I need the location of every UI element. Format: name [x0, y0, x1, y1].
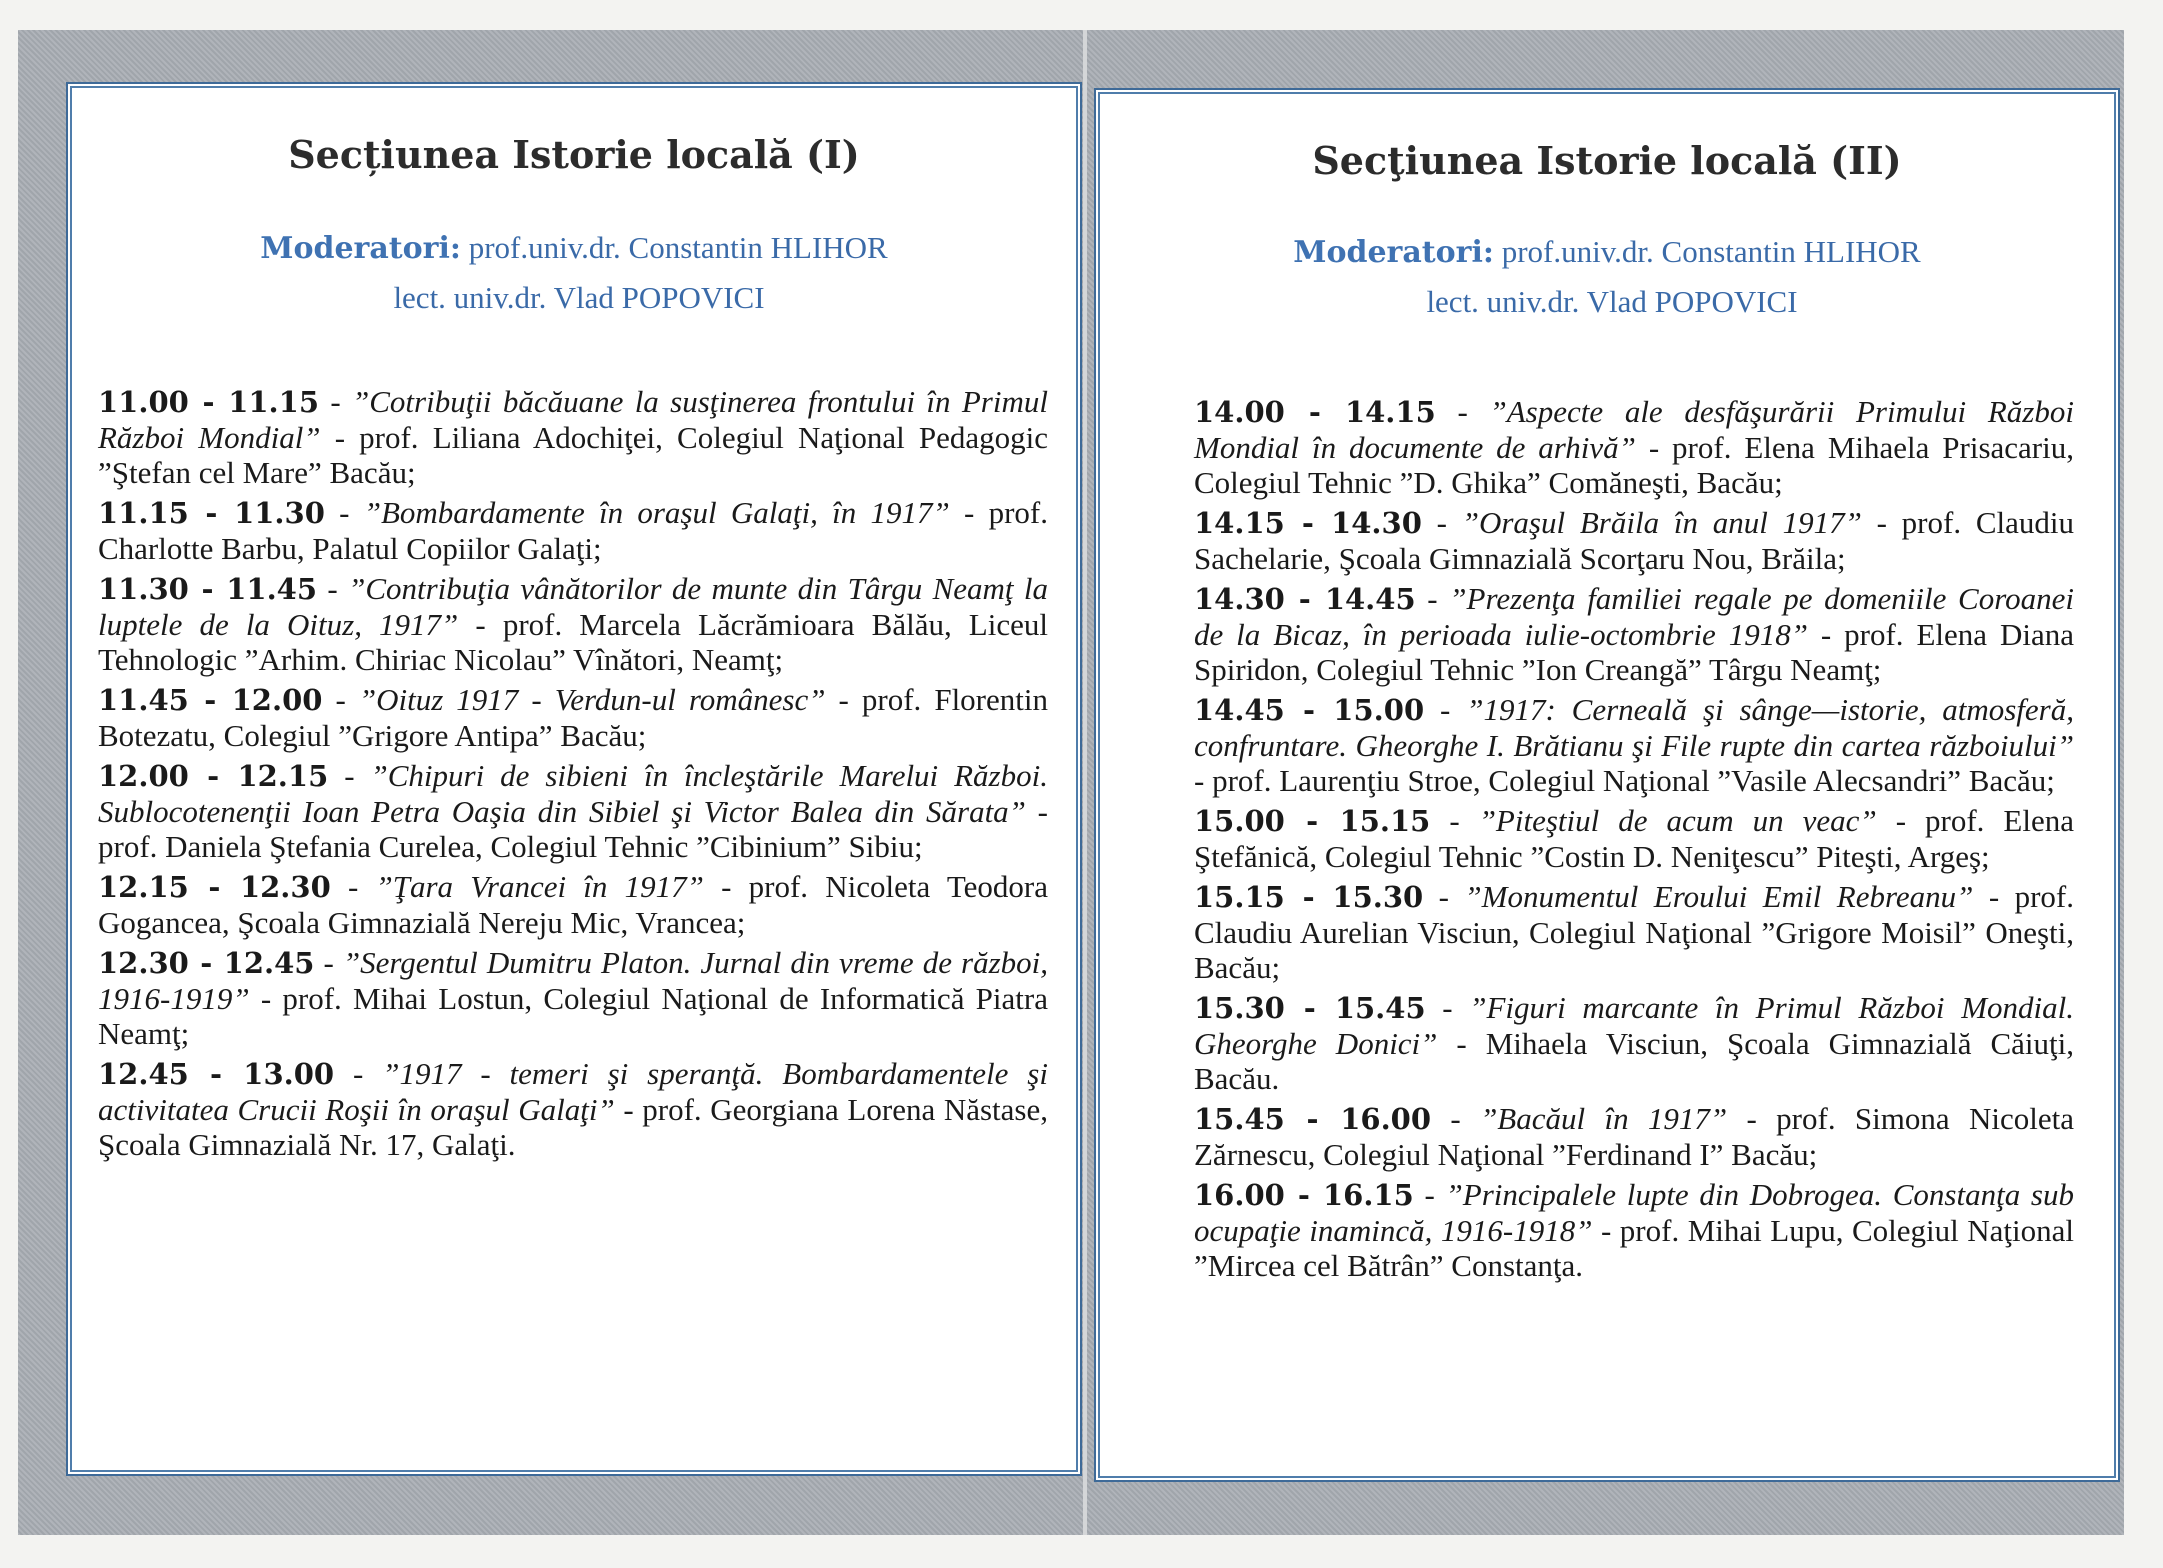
entry-speaker: - prof. Elena Diana Spiridon, Colegiul Tehnic ”Ion Creangă” Târgu Neamţ; [1194, 617, 2074, 687]
entry-title: ”Cotribuţii băcăuane la susţinerea frontului în Primul Război Mondial” [98, 384, 1048, 455]
entry-title: ”Monumentul Eroului Emil Rebreanu” [1464, 879, 1974, 914]
entry-speaker: - prof. Elena Ştefănică, Colegiul Tehnic ”Costin D. Neniţescu” Piteşti, Argeş; [1194, 803, 2074, 874]
entry-separator: - [334, 1056, 383, 1091]
right-schedule-entry [1194, 581, 2074, 687]
entry-time: 14.45 - 15.00 [1194, 693, 1425, 727]
entry-title: ”Contribuţia vânătorilor de munte din Târgu Neamţ la luptele de la Oituz, 1917” [98, 571, 1048, 642]
entry-title: ”Sergentul Dumitru Platon. Jurnal din vreme de război, 1916-1919” [98, 945, 1048, 1016]
entry-speaker: - prof. Charlotte Barbu, Palatul Copiilor Galaţi; [98, 495, 1048, 566]
entry-title: ”Prezenţa familiei regale pe domeniile Coroanei de la Bicaz, în perioada iulie-octombrie 1918” [1194, 581, 2074, 652]
right-schedule-list [1194, 394, 2074, 1288]
right-schedule-entry [1194, 505, 2074, 576]
left-schedule-entry [98, 869, 1048, 940]
entry-speaker: - prof. Florentin Botezatu, Colegiul ”Grigore Antipa” Bacău; [98, 682, 1048, 753]
right-schedule-entry [1194, 692, 2074, 798]
left-schedule-entry [98, 758, 1048, 864]
entry-time: 14.00 - 14.15 [1194, 395, 1436, 429]
entry-separator: - [324, 495, 364, 530]
left-moderators-line [72, 230, 1076, 266]
entry-separator: - [1425, 990, 1470, 1025]
entry-separator: - [1415, 581, 1450, 616]
entry-separator: - [328, 758, 371, 793]
entry-separator: - [1421, 505, 1462, 540]
entry-title: ”Principalele lupte din Dobrogea. Constanţa sub ocupaţie inamincă, 1916-1918” [1194, 1177, 2074, 1248]
entry-separator: - [330, 869, 376, 904]
right-moderator-2: lect. univ.dr. Vlad POPOVICI [1426, 284, 1798, 319]
entry-time: 15.15 - 15.30 [1194, 880, 1424, 914]
entry-time: 15.00 - 15.15 [1194, 804, 1431, 838]
entry-title: ”Oraşul Brăila în anul 1917” [1461, 505, 1862, 540]
entry-time: 11.30 - 11.45 [98, 572, 318, 606]
entry-title: ”Oituz 1917 - Verdun-ul românesc” [358, 682, 826, 717]
entry-time: 12.45 - 13.00 [98, 1057, 335, 1091]
entry-title: ”Bacăul în 1917” [1480, 1101, 1728, 1136]
entry-time: 11.15 - 11.30 [98, 496, 325, 530]
entry-speaker: - prof. Nicoleta Teodora Gogancea, Şcoala Gimnazială Nereju Mic, Vrancea; [98, 869, 1048, 940]
entry-speaker: - prof. Liliana Adochiţei, Colegiul Naţional Pedagogic ”Ştefan cel Mare” Bacău; [98, 420, 1048, 490]
entry-separator: - [1423, 879, 1465, 914]
entry-title: ”1917 - temeri şi speranţă. Bombardamentele şi activitatea Crucii Roşii în oraşul Galaţi” [98, 1056, 1048, 1127]
entry-speaker: - Mihaela Visciun, Şcoala Gimnazială Căiuţi, Bacău. [1194, 1026, 2075, 1096]
right-moderator-1: prof.univ.dr. Constantin HLIHOR [1501, 234, 1921, 269]
left-moderator-2: lect. univ.dr. Vlad POPOVICI [393, 280, 765, 315]
entry-title: ”Ţara Vrancei în 1917” [375, 869, 704, 904]
left-schedule-entry [98, 495, 1048, 566]
left-schedule-entry [98, 571, 1048, 677]
right-schedule-entry [1194, 1101, 2074, 1172]
entry-title: ”Aspecte ale desfăşurării Primului Război Mondial în documente de arhivă” [1194, 394, 2074, 465]
left-schedule-list [98, 384, 1048, 1167]
entry-separator: - [1424, 692, 1467, 727]
entry-speaker: - prof. Simona Nicoleta Zărnescu, Colegiul Naţional ”Ferdinand I” Bacău; [1194, 1101, 2074, 1172]
entry-time: 12.15 - 12.30 [98, 870, 331, 904]
entry-time: 14.30 - 14.45 [1194, 582, 1416, 616]
entry-speaker: - prof. Mihai Lostun, Colegiul Naţional de Informatică Piatra Neamţ; [98, 981, 1048, 1051]
entry-speaker: - prof. Mihai Lupu, Colegiul Naţional ”Mircea cel Bătrân” Constanţa. [1194, 1213, 2074, 1283]
right-schedule-entry [1194, 990, 2074, 1096]
entry-speaker: - prof. Elena Mihaela Prisacariu, Colegiul Tehnic ”D. Ghika” Comăneşti, Bacău; [1194, 430, 2074, 500]
right-schedule-entry [1194, 1177, 2074, 1283]
entry-separator: - [314, 945, 343, 980]
entry-speaker: - prof. Laurenţiu Stroe, Colegiul Naţional ”Vasile Alecsandri” Bacău; [1194, 763, 2055, 798]
left-section-title: Secțiunea Istorie locală (I) [288, 132, 860, 177]
right-section-title: Secţiunea Istorie locală (II) [1312, 138, 1902, 183]
entry-time: 11.00 - 11.15 [98, 385, 319, 419]
entry-time: 15.45 - 16.00 [1194, 1102, 1432, 1136]
entry-time: 14.15 - 14.30 [1194, 506, 1422, 540]
left-moderators-label: Moderatori: [260, 231, 461, 266]
left-schedule-entry [98, 682, 1048, 753]
entry-speaker: - prof. Claudiu Sachelarie, Şcoala Gimnazială Scorţaru Nou, Brăila; [1194, 505, 2074, 576]
entry-separator: - [1430, 803, 1479, 838]
entry-speaker: - prof. Marcela Lăcrămioara Bălău, Liceul Tehnologic ”Arhim. Chiriac Nicolau” Vînători, Neamţ; [98, 607, 1048, 677]
center-fold [1083, 30, 1087, 1535]
right-page [1098, 92, 2116, 1478]
entry-title: ”1917: Cerneală şi sânge—istorie, atmosferă, confruntare. Gheorghe I. Brătianu şi File rupte din cartea războiului” [1194, 692, 2074, 763]
right-schedule-entry [1194, 394, 2074, 500]
right-schedule-entry [1194, 803, 2074, 874]
entry-title: ”Figuri marcante în Primul Război Mondial. Gheorghe Donici” [1194, 990, 2074, 1061]
entry-speaker: - prof. Georgiana Lorena Năstase, Şcoala Gimnazială Nr. 17, Galaţi. [98, 1092, 1048, 1162]
entry-time: 15.30 - 15.45 [1194, 991, 1426, 1025]
entry-speaker: - prof. Daniela Ştefania Curelea, Colegiul Tehnic ”Cibinium” Sibiu; [98, 794, 1049, 864]
entry-separator: - [322, 682, 359, 717]
entry-time: 12.00 - 12.15 [98, 759, 329, 793]
right-moderators-line [1100, 234, 2114, 270]
right-schedule-entry [1194, 879, 2074, 985]
entry-title: ”Piteştiul de acum un veac” [1478, 803, 1877, 838]
entry-time: 12.30 - 12.45 [98, 946, 315, 980]
entry-separator: - [1413, 1177, 1446, 1212]
entry-separator: - [1431, 1101, 1481, 1136]
entry-title: ”Chipuri de sibieni în încleştările Marelui Război. Sublocotenenţii Ioan Petra Oaşia din Sibiel şi Victor Balea din Sărata” [98, 758, 1048, 829]
entry-time: 16.00 - 16.15 [1194, 1178, 1414, 1212]
left-page [70, 86, 1078, 1472]
entry-separator: - [1435, 394, 1490, 429]
entry-time: 11.45 - 12.00 [98, 683, 323, 717]
right-moderators-label: Moderatori: [1293, 235, 1494, 270]
entry-separator: - [317, 571, 349, 606]
left-schedule-entry [98, 384, 1048, 490]
entry-title: ”Bombardamente în oraşul Galaţi, în 1917” [363, 495, 950, 530]
left-schedule-entry [98, 1056, 1048, 1162]
left-moderator-1: prof.univ.dr. Constantin HLIHOR [468, 230, 888, 265]
entry-speaker: - prof. Claudiu Aurelian Visciun, Colegiul Naţional ”Grigore Moisil” Oneşti, Bacău; [1194, 879, 2074, 985]
left-schedule-entry [98, 945, 1048, 1051]
entry-separator: - [319, 384, 352, 419]
